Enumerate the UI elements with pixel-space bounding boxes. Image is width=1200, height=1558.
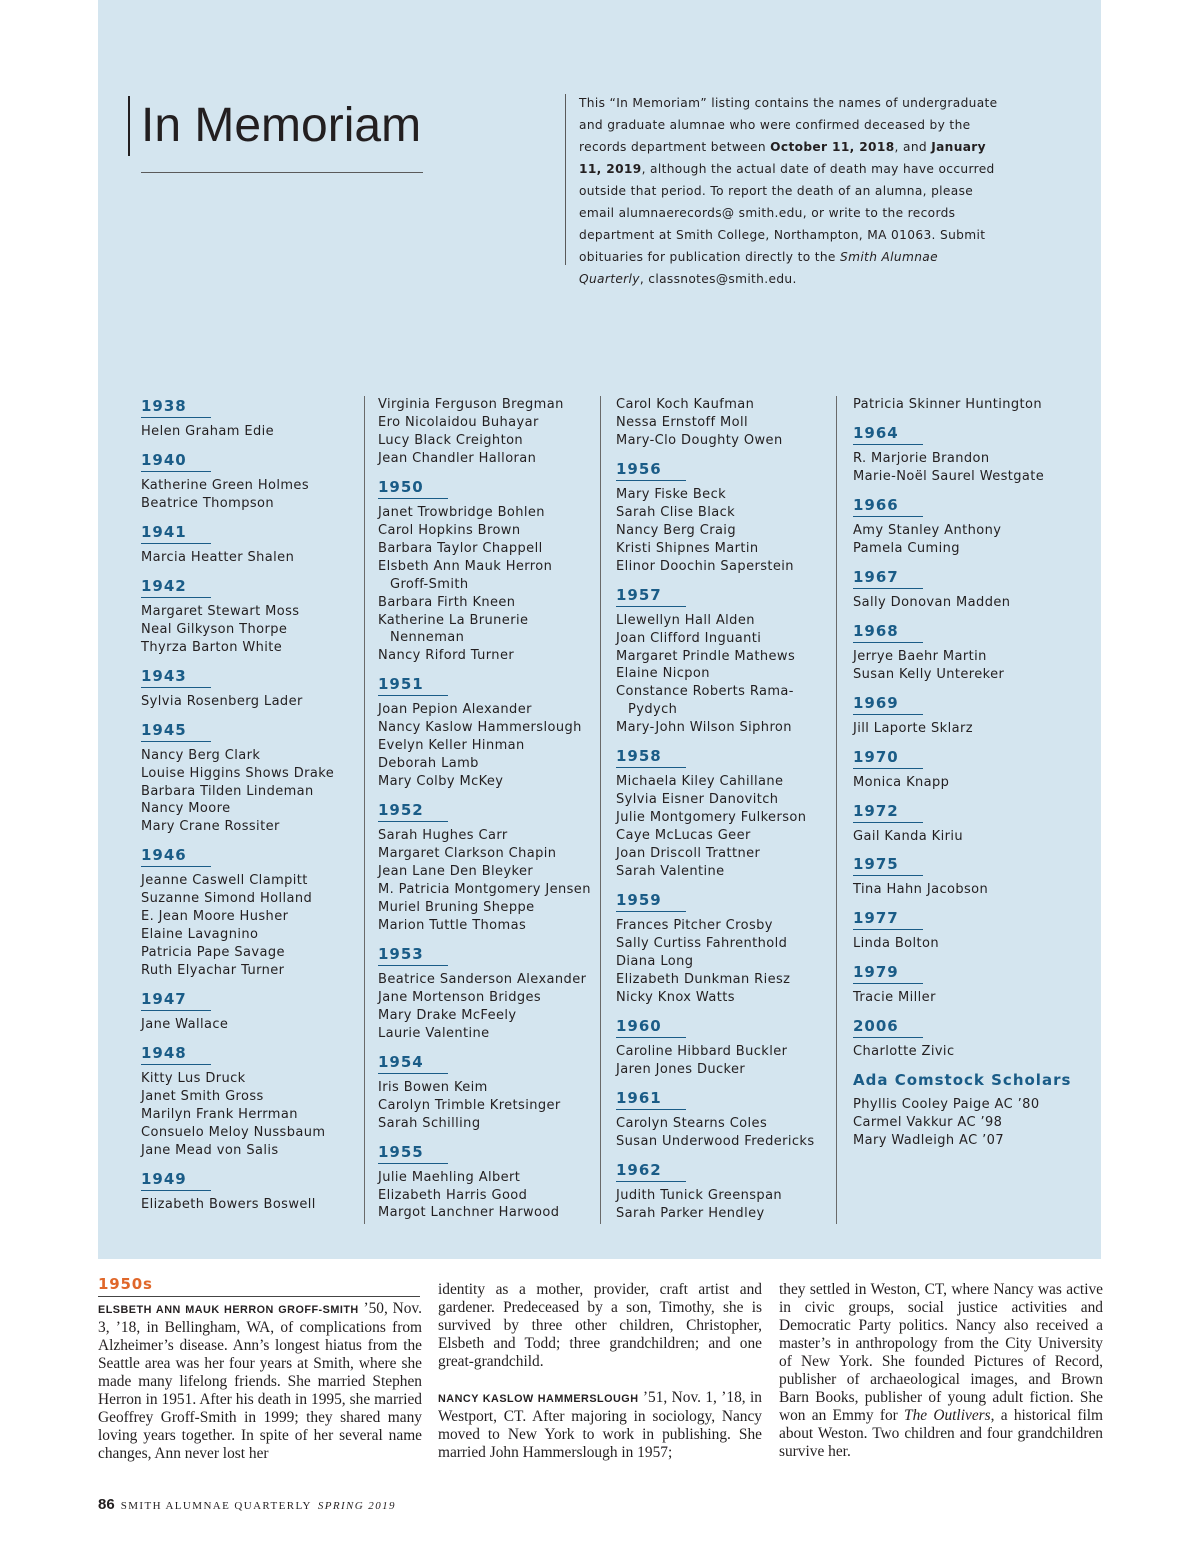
name-text: Suzanne Simond Holland	[141, 891, 313, 907]
name-text: Linda Bolton	[853, 936, 940, 952]
name-continuation: Groff-Smith	[390, 576, 469, 592]
memoriam-name	[141, 495, 356, 513]
memoriam-name	[853, 648, 1083, 666]
memoriam-name	[616, 1205, 831, 1223]
name-text: Tina Hahn Jacobson	[853, 882, 989, 898]
name-text: Iris Bowen Keim	[378, 1079, 488, 1095]
name-text: Jean Lane Den Bleyker	[378, 864, 534, 880]
memoriam-name	[141, 944, 356, 962]
class-year-heading: 1949	[141, 1171, 211, 1191]
intro-rule	[565, 94, 566, 265]
memoriam-name	[616, 612, 831, 630]
name-text: Carol Hopkins Brown	[378, 522, 521, 538]
name-text: Sarah Clise Black	[616, 504, 736, 520]
group-heading: Ada Comstock Scholars	[853, 1071, 1072, 1090]
name-text: Neal Gilkyson Thorpe	[141, 621, 288, 637]
obituary-text: ’50, Nov. 3, ’18, in Bellingham, WA, of complications from Alzheimer’s disease. Ann’s longest hiatus from the Seattle area was her four years at Smith, where she made many lifelong friends. She married Stephen Herron in 1951. After his death in 1995, she married Geoffrey Groff-Smith in 1999; they shared many loving years together. In spite of her several name changes, Ann never lost her	[98, 1300, 422, 1462]
memoriam-name	[616, 791, 831, 809]
class-year-heading: 1941	[141, 524, 211, 544]
name-text: Joan Clifford Inguanti	[616, 630, 762, 646]
memoriam-name	[616, 935, 831, 953]
memoriam-name	[616, 432, 831, 450]
memoriam-name	[853, 666, 1083, 684]
intro-part: , and	[894, 140, 932, 154]
memoriam-name	[378, 755, 598, 773]
page-number: 86	[98, 1496, 115, 1513]
name-text: Julie Montgomery Fulkerson	[616, 810, 807, 826]
intro-text	[579, 92, 1007, 290]
name-text: M. Patricia Montgomery Jensen	[378, 882, 591, 898]
name-text: Virginia Ferguson Bregman	[378, 397, 564, 412]
class-year-heading: 1959	[616, 892, 686, 912]
names-column-4	[853, 396, 1083, 1150]
name-text: Beatrice Sanderson Alexander	[378, 971, 587, 987]
memoriam-name	[616, 1115, 831, 1133]
name-text: Janet Smith Gross	[141, 1089, 264, 1105]
name-text: Nancy Kaslow Hammerslough	[378, 720, 582, 736]
name-text: Michaela Kiley Cahillane	[616, 774, 784, 790]
intro-part: , although the actual date of death may have occurred outside that period. To report the death of an alumna, please email alumnaerecords@ smith.edu, or write to the records department at Smith College, Northampton, MA 01063. Submit obituaries for publication directly to the	[579, 162, 995, 264]
memoriam-name	[378, 827, 598, 845]
name-text: Caroline Hibbard Buckler	[616, 1043, 788, 1059]
memoriam-name	[378, 863, 598, 881]
memoriam-name	[853, 1114, 1083, 1132]
intro-publication: Smith Alumnae Quarterly	[579, 250, 938, 286]
memoriam-name	[616, 396, 831, 414]
names-column-2	[378, 396, 598, 1222]
name-text: Mary Wadleigh AC ’07	[853, 1133, 1004, 1149]
name-text: Helen Graham Edie	[141, 424, 275, 439]
class-year-heading: 1950	[378, 479, 448, 499]
obituary-column-2	[438, 1281, 762, 1480]
class-year-heading: 1954	[378, 1054, 448, 1074]
name-text: Jane Wallace	[141, 1017, 229, 1033]
memoriam-name	[141, 783, 356, 801]
film-title: The Outlivers	[904, 1407, 991, 1424]
name-text: Mary Colby McKey	[378, 774, 504, 790]
class-year-heading: 1940	[141, 452, 211, 472]
memoriam-name	[616, 683, 831, 719]
memoriam-name	[616, 1061, 831, 1079]
class-year-heading: 1975	[853, 856, 923, 876]
name-continuation: Nenneman	[390, 630, 465, 646]
memoriam-name	[141, 477, 356, 495]
intro-part: , classnotes@smith.edu.	[639, 272, 797, 286]
class-year-heading: 1962	[616, 1162, 686, 1182]
name-text: Susan Underwood Fredericks	[616, 1133, 815, 1149]
class-year-heading: 1942	[141, 578, 211, 598]
memoriam-name	[141, 908, 356, 926]
memoriam-name	[378, 396, 598, 414]
memoriam-name	[141, 1088, 356, 1106]
name-text: Nancy Moore	[141, 801, 231, 817]
memoriam-name	[378, 414, 598, 432]
name-text: Louise Higgins Shows Drake	[141, 765, 335, 781]
name-text: Pamela Cuming	[853, 540, 960, 556]
memoriam-name	[141, 549, 356, 567]
title-accent-rule	[128, 96, 130, 156]
name-text: Jill Laporte Sklarz	[853, 720, 973, 736]
name-text: Nessa Ernstoff Moll	[616, 414, 749, 430]
obituary-text: they settled in Weston, CT, where Nancy was active in civic groups, social justice activities and Democratic Party politics. Nancy also received a master’s in anthropology from the City University of New York. She founded Pictures of Record, publisher of archaeological images, and Brown Barn Books, publisher of young adult fiction. She won an Emmy for	[779, 1281, 1103, 1424]
name-text: Carol Koch Kaufman	[616, 397, 755, 412]
name-text: Muriel Bruning Sheppe	[378, 899, 535, 915]
memoriam-name	[378, 450, 598, 468]
memoriam-name	[378, 1079, 598, 1097]
memoriam-name	[378, 701, 598, 719]
name-text: Constance Roberts Rama-	[616, 684, 794, 700]
memoriam-name	[141, 962, 356, 980]
name-text: Sylvia Eisner Danovitch	[616, 792, 779, 808]
column-divider	[836, 396, 837, 1224]
name-text: Amy Stanley Anthony	[853, 522, 1002, 538]
memoriam-name	[378, 773, 598, 791]
memoriam-name	[141, 639, 356, 657]
obituary-name: ELSBETH ANN MAUK HERRON GROFF-SMITH	[98, 1304, 359, 1316]
section-rule	[98, 1296, 420, 1297]
name-text: Sarah Hughes Carr	[378, 828, 508, 844]
memoriam-name	[616, 953, 831, 971]
memoriam-name	[378, 917, 598, 935]
name-text: Barbara Taylor Chappell	[378, 540, 543, 556]
memoriam-name	[141, 621, 356, 639]
name-text: Gail Kanda Kiriu	[853, 828, 963, 844]
name-text: Laurie Valentine	[378, 1025, 490, 1041]
memoriam-name	[141, 1070, 356, 1088]
memoriam-name	[378, 1007, 598, 1025]
memoriam-name	[141, 423, 356, 441]
memoriam-name	[853, 522, 1083, 540]
class-year-heading: 1948	[141, 1045, 211, 1065]
name-text: Barbara Firth Kneen	[378, 594, 516, 610]
name-text: Margaret Prindle Mathews	[616, 648, 796, 664]
name-text: Nancy Riford Turner	[378, 648, 515, 664]
memoriam-name	[616, 773, 831, 791]
memoriam-name	[378, 737, 598, 755]
class-year-heading: 1946	[141, 847, 211, 867]
memoriam-name	[616, 630, 831, 648]
name-text: Thyrza Barton White	[141, 639, 283, 655]
memoriam-name	[378, 881, 598, 899]
name-text: Mary Crane Rossiter	[141, 819, 280, 835]
name-text: Margaret Clarkson Chapin	[378, 846, 557, 862]
name-text: Ero Nicolaidou Buhayar	[378, 414, 539, 430]
memoriam-name	[616, 1133, 831, 1151]
class-year-heading: 1961	[616, 1090, 686, 1110]
memoriam-name	[853, 450, 1083, 468]
name-continuation: Pydych	[628, 702, 678, 718]
name-text: Katherine La Brunerie	[378, 612, 529, 628]
name-text: Patricia Skinner Huntington	[853, 397, 1043, 412]
name-text: Mary Fiske Beck	[616, 486, 727, 502]
memoriam-name	[378, 1169, 598, 1187]
class-year-heading: 1952	[378, 802, 448, 822]
obituary-entry	[438, 1389, 762, 1462]
intro-date-start: October 11, 2018	[770, 140, 895, 154]
memoriam-name	[378, 522, 598, 540]
name-text: Elizabeth Harris Good	[378, 1187, 528, 1203]
memoriam-name	[141, 872, 356, 890]
name-text: Sylvia Rosenberg Lader	[141, 693, 303, 709]
obituary-column-3	[779, 1281, 1103, 1479]
page-footer	[98, 1496, 396, 1513]
name-text: Kitty Lus Druck	[141, 1071, 246, 1087]
name-text: Julie Maehling Albert	[378, 1169, 521, 1185]
memoriam-name	[616, 971, 831, 989]
memoriam-name	[853, 594, 1083, 612]
name-text: Carolyn Stearns Coles	[616, 1115, 768, 1131]
name-text: Susan Kelly Untereker	[853, 666, 1005, 682]
name-text: Phyllis Cooley Paige AC ’80	[853, 1097, 1040, 1113]
memoriam-name	[141, 926, 356, 944]
memoriam-name	[616, 522, 831, 540]
name-text: Llewellyn Hall Alden	[616, 612, 755, 628]
memoriam-name	[141, 603, 356, 621]
class-year-heading: 1955	[378, 1144, 448, 1164]
memoriam-name	[378, 845, 598, 863]
obituary-continuation: identity as a mother, provider, craft artist and gardener. Predeceased by a son, Timothy, she is survived by three other children, Christopher, Elsbeth and Todd; three grandchildren; and one great-grandchild.	[438, 1281, 762, 1370]
name-text: Margaret Stewart Moss	[141, 603, 300, 619]
memoriam-name	[616, 719, 831, 737]
memoriam-name	[378, 989, 598, 1007]
name-text: Consuelo Meloy Nussbaum	[141, 1124, 326, 1140]
memoriam-name	[378, 1204, 598, 1222]
memoriam-name	[378, 647, 598, 665]
memoriam-name	[616, 665, 831, 683]
name-text: Carolyn Trimble Kretsinger	[378, 1097, 561, 1113]
intro-date-end: January 11, 2019	[579, 140, 986, 176]
memoriam-name	[853, 720, 1083, 738]
name-text: Joan Driscoll Trattner	[616, 846, 761, 862]
memoriam-name	[378, 1097, 598, 1115]
name-text: Marie-Noël Saurel Westgate	[853, 468, 1045, 484]
column-divider	[364, 396, 365, 1224]
memoriam-name	[616, 558, 831, 576]
memoriam-name	[378, 899, 598, 917]
footer-publication: SMITH ALUMNAE QUARTERLY	[120, 1500, 312, 1512]
memoriam-name	[616, 540, 831, 558]
name-text: Marcia Heatter Shalen	[141, 549, 295, 565]
obituary-text: , a historical film about Weston. Two children and four grandchildren survive her.	[779, 1407, 1103, 1460]
obituary-entry	[98, 1300, 422, 1463]
memoriam-name	[141, 1106, 356, 1124]
obituary-continuation	[779, 1281, 1103, 1461]
name-text: Elinor Doochin Saperstein	[616, 558, 794, 574]
footer-issue: SPRING 2019	[317, 1500, 396, 1512]
name-text: Nicky Knox Watts	[616, 989, 735, 1005]
class-year-heading: 1945	[141, 722, 211, 742]
class-year-heading: 1969	[853, 695, 923, 715]
memoriam-name	[853, 468, 1083, 486]
name-text: Sarah Parker Hendley	[616, 1205, 765, 1221]
name-text: Charlotte Zivic	[853, 1044, 955, 1060]
name-text: Jane Mead von Salis	[141, 1142, 279, 1158]
memoriam-name	[141, 890, 356, 908]
name-text: Elaine Nicpon	[616, 666, 710, 682]
name-text: Jaren Jones Ducker	[616, 1061, 746, 1077]
name-text: Elizabeth Bowers Boswell	[141, 1196, 316, 1212]
name-text: Mary Drake McFeely	[378, 1007, 517, 1023]
memoriam-name	[141, 1196, 356, 1214]
name-text: Kristi Shipnes Martin	[616, 540, 759, 556]
name-text: E. Jean Moore Husher	[141, 909, 289, 925]
class-year-heading: 1977	[853, 910, 923, 930]
name-text: Marilyn Frank Herrman	[141, 1106, 298, 1122]
class-year-heading: 1951	[378, 676, 448, 696]
name-text: Sarah Valentine	[616, 864, 725, 880]
class-year-heading: 1972	[853, 803, 923, 823]
class-year-heading: 1953	[378, 946, 448, 966]
memoriam-name	[141, 765, 356, 783]
name-text: Judith Tunick Greenspan	[616, 1187, 783, 1203]
memoriam-name	[378, 558, 598, 594]
memoriam-name	[616, 1043, 831, 1061]
memoriam-name	[378, 612, 598, 648]
memoriam-name	[378, 504, 598, 522]
memoriam-name	[853, 1096, 1083, 1114]
class-year-heading: 1956	[616, 461, 686, 481]
memoriam-name	[853, 989, 1083, 1007]
column-divider	[600, 396, 601, 1224]
title-underline	[141, 172, 423, 173]
name-text: Lucy Black Creighton	[378, 432, 524, 448]
memoriam-name	[616, 809, 831, 827]
name-text: Monica Knapp	[853, 774, 950, 790]
obituary-section-heading: 1950s	[98, 1275, 153, 1293]
name-text: Jerrye Baehr Martin	[853, 648, 987, 664]
name-text: Barbara Tilden Lindeman	[141, 783, 314, 799]
class-year-heading: 1943	[141, 668, 211, 688]
name-text: Mary-John Wilson Siphron	[616, 720, 792, 736]
class-year-heading: 1957	[616, 587, 686, 607]
name-text: Carmel Vakkur AC ’98	[853, 1115, 1003, 1131]
name-text: Sally Donovan Madden	[853, 594, 1011, 610]
class-year-heading: 1938	[141, 398, 211, 418]
name-text: Frances Pitcher Crosby	[616, 918, 773, 934]
name-text: Tracie Miller	[853, 990, 936, 1006]
memoriam-name	[141, 1016, 356, 1034]
class-year-heading: 1960	[616, 1018, 686, 1038]
class-year-heading: 2006	[853, 1018, 923, 1038]
name-text: Deborah Lamb	[378, 756, 479, 772]
memoriam-name	[378, 1115, 598, 1133]
name-text: Ruth Elyachar Turner	[141, 963, 285, 979]
memoriam-name	[141, 818, 356, 836]
memoriam-name	[853, 1132, 1083, 1150]
name-text: Caye McLucas Geer	[616, 828, 751, 844]
class-year-heading: 1958	[616, 748, 686, 768]
memoriam-name	[141, 800, 356, 818]
memoriam-name	[853, 935, 1083, 953]
memoriam-name	[616, 648, 831, 666]
name-text: Jean Chandler Halloran	[378, 450, 537, 466]
memoriam-name	[616, 917, 831, 935]
name-text: Evelyn Keller Hinman	[378, 738, 525, 754]
memoriam-name	[378, 540, 598, 558]
name-text: Patricia Pape Savage	[141, 945, 285, 961]
obituary-text: ’51, Nov. 1, ’18, in Westport, CT. After majoring in sociology, Nancy moved to New York to work in publishing. She married John Hammerslough in 1957;	[438, 1389, 762, 1461]
obituary-name: NANCY KASLOW HAMMERSLOUGH	[438, 1393, 639, 1405]
name-text: Elizabeth Dunkman Riesz	[616, 971, 791, 987]
memoriam-name	[378, 432, 598, 450]
name-text: Sarah Schilling	[378, 1115, 481, 1131]
memoriam-name	[378, 1025, 598, 1043]
name-text: Nancy Berg Clark	[141, 747, 261, 763]
memoriam-name	[616, 845, 831, 863]
memoriam-name	[616, 827, 831, 845]
memoriam-name	[378, 971, 598, 989]
name-text: Mary-Clo Doughty Owen	[616, 432, 783, 448]
class-year-heading: 1964	[853, 425, 923, 445]
memoriam-name	[853, 396, 1083, 414]
name-text: Janet Trowbridge Bohlen	[378, 504, 545, 520]
memoriam-name	[616, 989, 831, 1007]
name-text: Elsbeth Ann Mauk Herron	[378, 558, 553, 574]
memoriam-name	[853, 828, 1083, 846]
obituary-column-1	[98, 1300, 422, 1481]
memoriam-name	[853, 540, 1083, 558]
memoriam-name	[616, 414, 831, 432]
class-year-heading: 1968	[853, 623, 923, 643]
name-text: Joan Pepion Alexander	[378, 702, 532, 718]
memoriam-name	[378, 1187, 598, 1205]
name-text: Katherine Green Holmes	[141, 477, 309, 493]
page-title: In Memoriam	[141, 99, 422, 152]
name-text: Sally Curtiss Fahrenthold	[616, 935, 788, 951]
memoriam-name	[853, 774, 1083, 792]
memoriam-name	[141, 1142, 356, 1160]
names-column-1	[141, 396, 356, 1214]
name-text: Marion Tuttle Thomas	[378, 917, 527, 933]
name-text: Jane Mortenson Bridges	[378, 989, 542, 1005]
memoriam-name	[378, 594, 598, 612]
memoriam-name	[616, 1187, 831, 1205]
memoriam-name	[616, 863, 831, 881]
name-text: Nancy Berg Craig	[616, 522, 736, 538]
class-year-heading: 1979	[853, 964, 923, 984]
memoriam-name	[616, 504, 831, 522]
memoriam-name	[141, 693, 356, 711]
class-year-heading: 1947	[141, 991, 211, 1011]
name-text: Jeanne Caswell Clampitt	[141, 873, 308, 889]
class-year-heading: 1967	[853, 569, 923, 589]
memoriam-name	[378, 719, 598, 737]
name-text: Beatrice Thompson	[141, 495, 275, 511]
memoriam-name	[853, 1043, 1083, 1061]
memoriam-name	[616, 486, 831, 504]
name-text: Elaine Lavagnino	[141, 927, 259, 943]
name-text: R. Marjorie Brandon	[853, 450, 990, 466]
name-text: Margot Lanchner Harwood	[378, 1205, 560, 1221]
memoriam-name	[853, 881, 1083, 899]
name-text: Diana Long	[616, 953, 694, 969]
class-year-heading: 1966	[853, 497, 923, 517]
class-year-heading: 1970	[853, 749, 923, 769]
memoriam-name	[141, 1124, 356, 1142]
names-column-3	[616, 396, 831, 1223]
intro-part: This “In Memoriam” listing contains the names of undergraduate and graduate alumnae who were confirmed deceased by the records department between	[579, 96, 998, 154]
memoriam-name	[141, 747, 356, 765]
